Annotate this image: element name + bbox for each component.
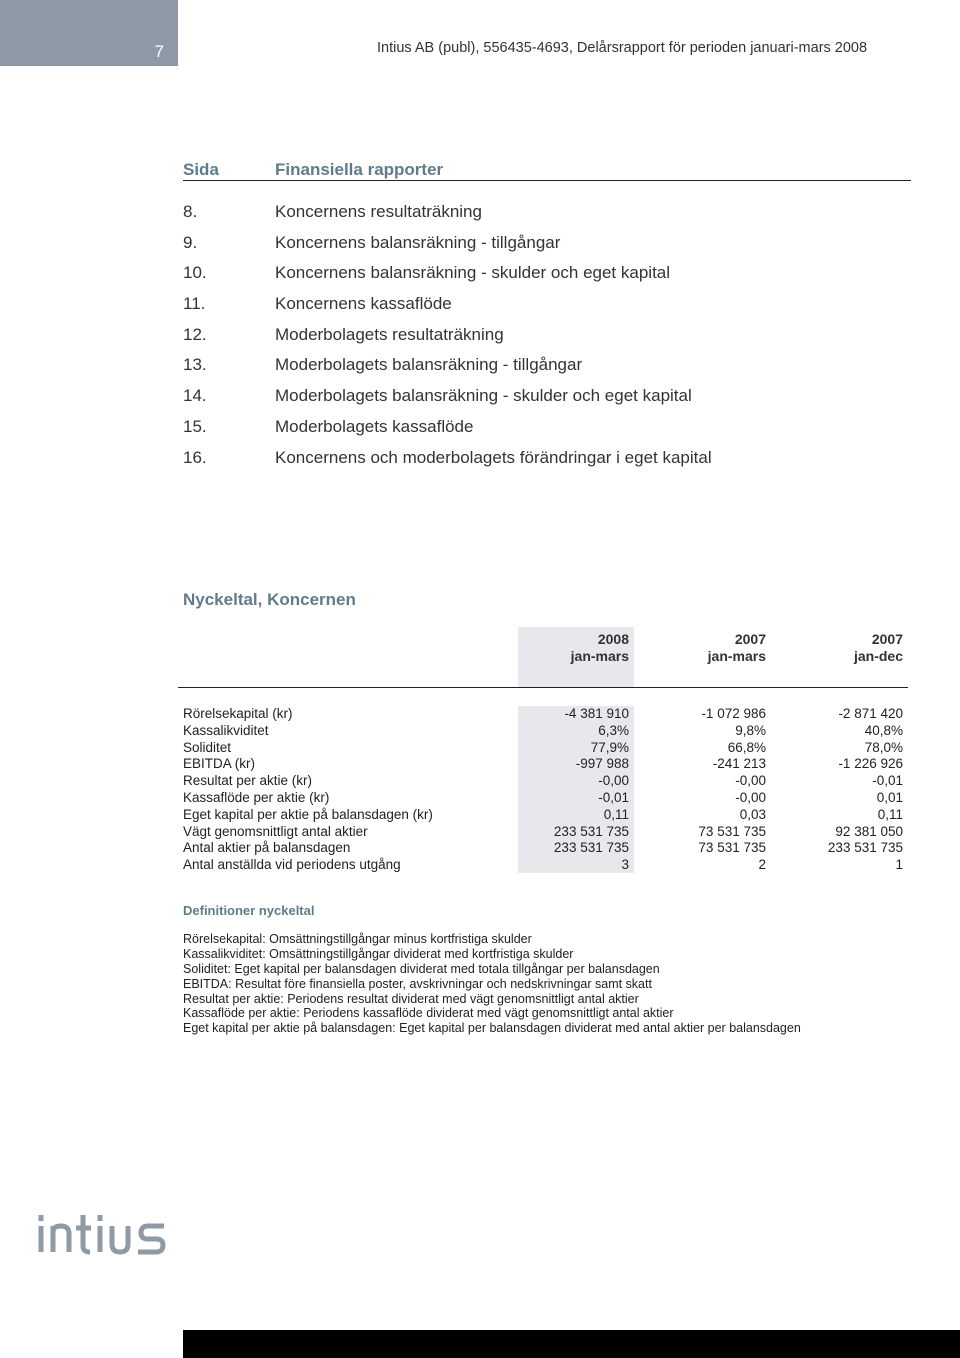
kpi-column-header xyxy=(518,631,629,665)
cell-2008-jan-mars: 233 531 735 xyxy=(553,840,629,856)
cell-2007-jan-mars: -0,00 xyxy=(735,773,766,789)
table-row xyxy=(183,824,903,841)
toc-item-number: 15. xyxy=(183,416,207,436)
kpi-column-year: 2007 xyxy=(734,631,766,647)
definition-line: Kassalikviditet: Omsättningstillgångar dividerat med kortfristiga skulder xyxy=(183,946,574,961)
cell-2008-jan-mars: 6,3% xyxy=(598,722,629,738)
toc-item-number: 9. xyxy=(183,232,198,252)
toc-item-title: Moderbolagets kassaflöde xyxy=(275,416,474,436)
definition-line: Soliditet: Eget kapital per balansdagen dividerat med totala tillgångar per balansdagen xyxy=(183,961,660,976)
toc-col-page: Sida xyxy=(183,160,219,179)
row-label: Rörelsekapital (kr) xyxy=(183,706,293,721)
kpi-column-header xyxy=(792,631,903,665)
table-row xyxy=(183,807,903,824)
cell-2007-jan-dec: -1 226 926 xyxy=(838,756,903,772)
toc-item-title: Koncernens och moderbolagets förändringar i eget kapital xyxy=(275,447,712,467)
kpi-table xyxy=(183,706,903,874)
row-label: Antal aktier på balansdagen xyxy=(183,840,351,856)
kpi-section-title: Nyckeltal, Koncernen xyxy=(183,590,356,609)
cell-2008-jan-mars: -0,00 xyxy=(598,773,629,789)
table-row xyxy=(183,756,903,773)
toc-item-number: 13. xyxy=(183,355,207,375)
row-label: Kassalikviditet xyxy=(183,722,269,738)
cell-2007-jan-dec: 78,0% xyxy=(864,739,903,755)
definitions-list xyxy=(183,932,801,1036)
definition-line: EBITDA: Resultat före finansiella poster, avskrivningar och nedskrivningar samt skatt xyxy=(183,976,652,991)
toc-item-title: Koncernens balansräkning - skulder och eget kapital xyxy=(275,263,671,283)
cell-2007-jan-dec: -0,01 xyxy=(872,773,903,789)
cell-2007-jan-mars: 73 531 735 xyxy=(698,823,766,839)
cell-2008-jan-mars: 3 xyxy=(621,857,629,873)
cell-2008-jan-mars: 77,9% xyxy=(590,739,629,755)
cell-2007-jan-mars: -1 072 986 xyxy=(701,706,766,721)
cell-2007-jan-dec: -2 871 420 xyxy=(838,706,903,721)
row-label: Resultat per aktie (kr) xyxy=(183,773,313,789)
row-label: Antal anställda vid periodens utgång xyxy=(183,857,401,873)
toc-item-number: 14. xyxy=(183,386,207,406)
toc-item-title: Moderbolagets balansräkning - skulder och eget kapital xyxy=(275,386,692,406)
cell-2007-jan-dec: 0,11 xyxy=(877,806,903,822)
table-row xyxy=(183,773,903,790)
cell-2007-jan-dec: 92 381 050 xyxy=(835,823,903,839)
cell-2007-jan-dec: 40,8% xyxy=(864,722,903,738)
cell-2007-jan-mars: -0,00 xyxy=(735,789,766,805)
toc-col-title: Finansiella rapporter xyxy=(275,160,444,179)
cell-2008-jan-mars: -0,01 xyxy=(598,789,629,805)
toc-item-number: 10. xyxy=(183,263,207,283)
cell-2007-jan-mars: 9,8% xyxy=(735,722,766,738)
kpi-column-period: jan-dec xyxy=(853,648,903,664)
cell-2007-jan-mars: 2 xyxy=(758,857,766,873)
cell-2007-jan-dec: 0,01 xyxy=(876,789,903,805)
table-row xyxy=(183,790,903,807)
cell-2007-jan-dec: 233 531 735 xyxy=(827,840,903,856)
definition-line: Rörelsekapital: Omsättningstillgångar minus kortfristiga skulder xyxy=(183,932,532,946)
cell-2007-jan-mars: -241 213 xyxy=(712,756,766,772)
table-row xyxy=(183,857,903,874)
table-row xyxy=(183,706,903,723)
toc-item-title: Moderbolagets balansräkning - tillgångar xyxy=(275,355,583,375)
row-label: Vägt genomsnittligt antal aktier xyxy=(183,823,368,839)
page-number-box xyxy=(0,0,178,66)
definition-line: Resultat per aktie: Periodens resultat dividerat med vägt genomsnittligt antal aktier xyxy=(183,991,639,1006)
cell-2008-jan-mars: 0,11 xyxy=(603,806,629,822)
intius-logo xyxy=(38,1212,188,1256)
toc-item-title: Koncernens kassaflöde xyxy=(275,294,452,314)
definition-line: Kassaflöde per aktie: Periodens kassaflöde dividerat med vägt genomsnittligt antal aktier xyxy=(183,1006,674,1021)
cell-2008-jan-mars: 233 531 735 xyxy=(553,823,629,839)
definitions-title: Definitioner nyckeltal xyxy=(183,903,315,918)
row-label: Eget kapital per aktie på balansdagen (kr) xyxy=(183,806,433,822)
page-number: 7 xyxy=(154,42,164,61)
row-label: Soliditet xyxy=(183,739,232,755)
cell-2008-jan-mars: -4 381 910 xyxy=(564,706,629,721)
footer-bar xyxy=(183,1330,960,1358)
kpi-column-header xyxy=(655,631,766,665)
toc-item-number: 11. xyxy=(183,294,206,314)
toc-item-number: 12. xyxy=(183,324,207,344)
table-row xyxy=(183,723,903,740)
kpi-column-period: jan-mars xyxy=(707,648,766,664)
toc-item-number: 16. xyxy=(183,447,207,467)
toc-header xyxy=(183,160,911,181)
cell-2007-jan-mars: 0,03 xyxy=(739,806,766,822)
cell-2007-jan-dec: 1 xyxy=(895,857,903,873)
table-divider xyxy=(178,687,908,688)
cell-2007-jan-mars: 73 531 735 xyxy=(698,840,766,856)
kpi-column-year: 2008 xyxy=(597,631,629,647)
kpi-column-year: 2007 xyxy=(871,631,903,647)
table-row xyxy=(183,740,903,757)
cell-2008-jan-mars: -997 988 xyxy=(575,756,629,772)
table-row xyxy=(183,840,903,857)
report-header: Intius AB (publ), 556435-4693, Delårsrapport för perioden januari-mars 2008 xyxy=(377,40,868,56)
cell-2007-jan-mars: 66,8% xyxy=(727,739,766,755)
toc-item-number: 8. xyxy=(183,202,198,221)
row-label: Kassaflöde per aktie (kr) xyxy=(183,789,330,805)
kpi-column-period: jan-mars xyxy=(570,648,629,664)
definition-line: Eget kapital per aktie på balansdagen: Eget kapital per balansdagen dividerat med antal aktier per balansdagen xyxy=(183,1021,801,1036)
toc-item-title: Moderbolagets resultaträkning xyxy=(275,324,504,344)
toc-item-title: Koncernens balansräkning - tillgångar xyxy=(275,232,561,252)
row-label: EBITDA (kr) xyxy=(183,756,256,772)
toc-item-title: Koncernens resultaträkning xyxy=(275,202,482,221)
